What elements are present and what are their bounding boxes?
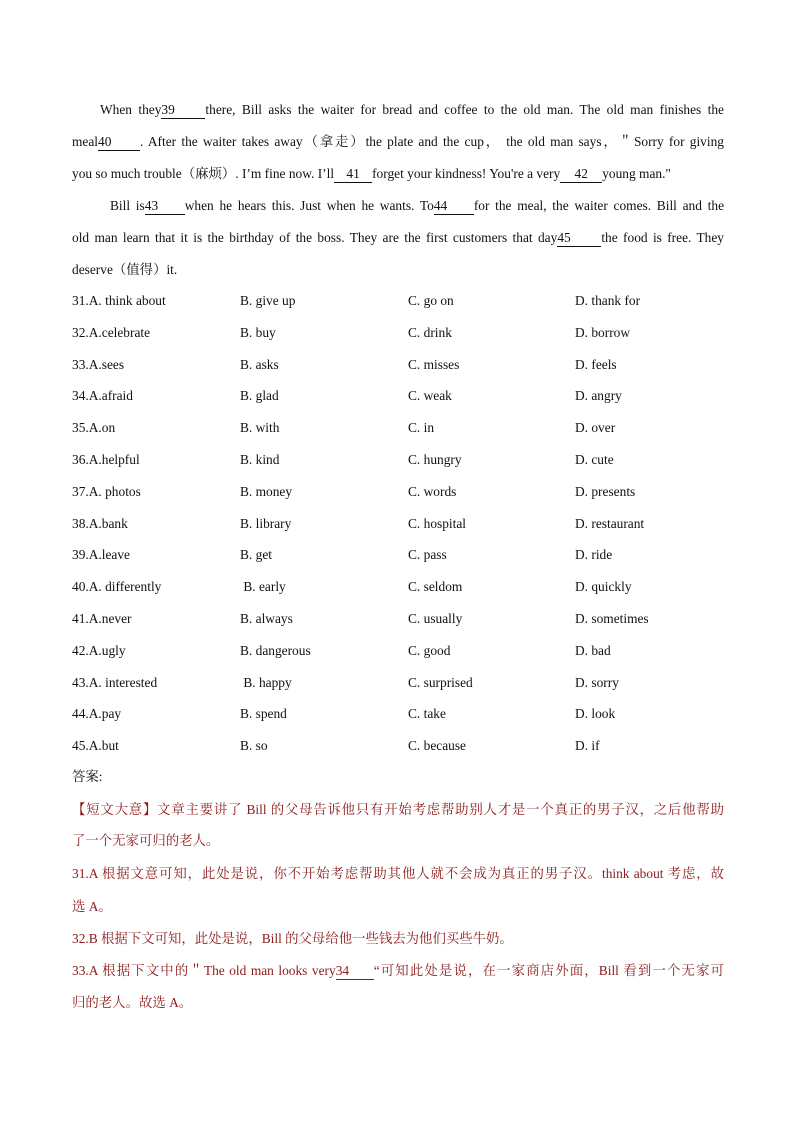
blank-34: 34 — [336, 963, 374, 980]
answer-33-cont: 归的老人。故选 A。 — [72, 995, 193, 1010]
blank-40: 40 — [98, 134, 140, 151]
passage-line: When they39 there, Bill asks the waiter for bread and coffee to the old man. The old man finishes the — [100, 102, 725, 117]
answer-31-cont: 选 A。 — [72, 899, 112, 914]
option-row-32: 32.A.celebrate B. buy C. drink D. borrow — [72, 324, 631, 340]
summary-line: 了一个无家可归的老人。 — [72, 833, 220, 848]
passage-line: Bill is43 when he hears this. Just when he wants. To44 for the meal, the waiter comes. Bill and the — [110, 198, 725, 213]
blank-41: 41 — [334, 166, 372, 183]
option-row-40: 40.A. differently B. early C. seldom D. quickly — [72, 579, 632, 595]
option-row-35: 35.A.on B. with C. in D. over — [72, 420, 616, 436]
answer-32: 32.B 根据下文可知，此处是说，Bill 的父母给他一些钱去为他们买些牛奶。 — [72, 931, 513, 946]
blank-44: 44 — [434, 198, 474, 215]
passage-line: deserve（值得）it. — [72, 262, 178, 277]
option-row-45: 45.A.but B. so C. because D. if — [72, 738, 600, 754]
answers-title: 答案: — [72, 769, 103, 784]
option-row-41: 41.A.never B. always C. usually D. sometimes — [72, 610, 649, 626]
option-row-37: 37.A. photos B. money C. words D. presents — [72, 483, 636, 499]
blank-45: 45 — [557, 230, 601, 247]
option-row-33: 33.A.sees B. asks C. misses D. feels — [72, 356, 617, 372]
option-row-39: 39.A.leave B. get C. pass D. ride — [72, 547, 613, 563]
option-row-42: 42.A.ugly B. dangerous C. good D. bad — [72, 642, 611, 658]
option-row-36: 36.A.helpful B. kind C. hungry D. cute — [72, 451, 614, 467]
option-row-31: 31.A. think about B. give up C. go on D. thank for — [72, 293, 641, 308]
blank-42: 42 — [560, 166, 602, 183]
passage-paragraph-2 — [72, 190, 724, 286]
option-row-44: 44.A.pay B. spend C. take D. look — [72, 706, 616, 722]
summary-label: 【短文大意】 — [72, 802, 158, 817]
option-row-43: 43.A. interested B. happy C. surprised D. sorry — [72, 674, 619, 690]
passage-line: old man learn that it is the birthday of the boss. They are the first customers that day45 the food is free. They — [72, 230, 725, 245]
passage-paragraph-1 — [72, 94, 724, 190]
summary-line: 【短文大意】文章主要讲了 Bill 的父母告诉他只有开始考虑帮助别人才是一个真正的男子汉，之后他帮助 — [72, 802, 724, 817]
answer-31: 31.A 根据文意可知，此处是说，你不开始考虑帮助其他人就不会成为真正的男子汉。think about 考虑，故 — [72, 866, 724, 881]
option-row-34: 34.A.afraid B. glad C. weak D. angry — [72, 388, 622, 404]
answer-33: 33.A 根据下文中的＂The old man looks very34 “可知此处是说，在一家商店外面，Bill 看到一个无家可 — [72, 963, 725, 978]
passage-line: meal40 . After the waiter takes away（拿走）the plate and the cup， the old man says，＂Sorry for giving — [72, 134, 724, 149]
passage-line: you so much trouble（麻烦）. I’m fine now. I’ll 41 forget your kindness! You're a very 42 young man." — [72, 166, 671, 181]
option-row-38: 38.A.bank B. library C. hospital D. restaurant — [72, 515, 645, 531]
blank-43: 43 — [145, 198, 185, 215]
blank-39: 39 — [161, 102, 205, 119]
options-list — [72, 286, 752, 763]
